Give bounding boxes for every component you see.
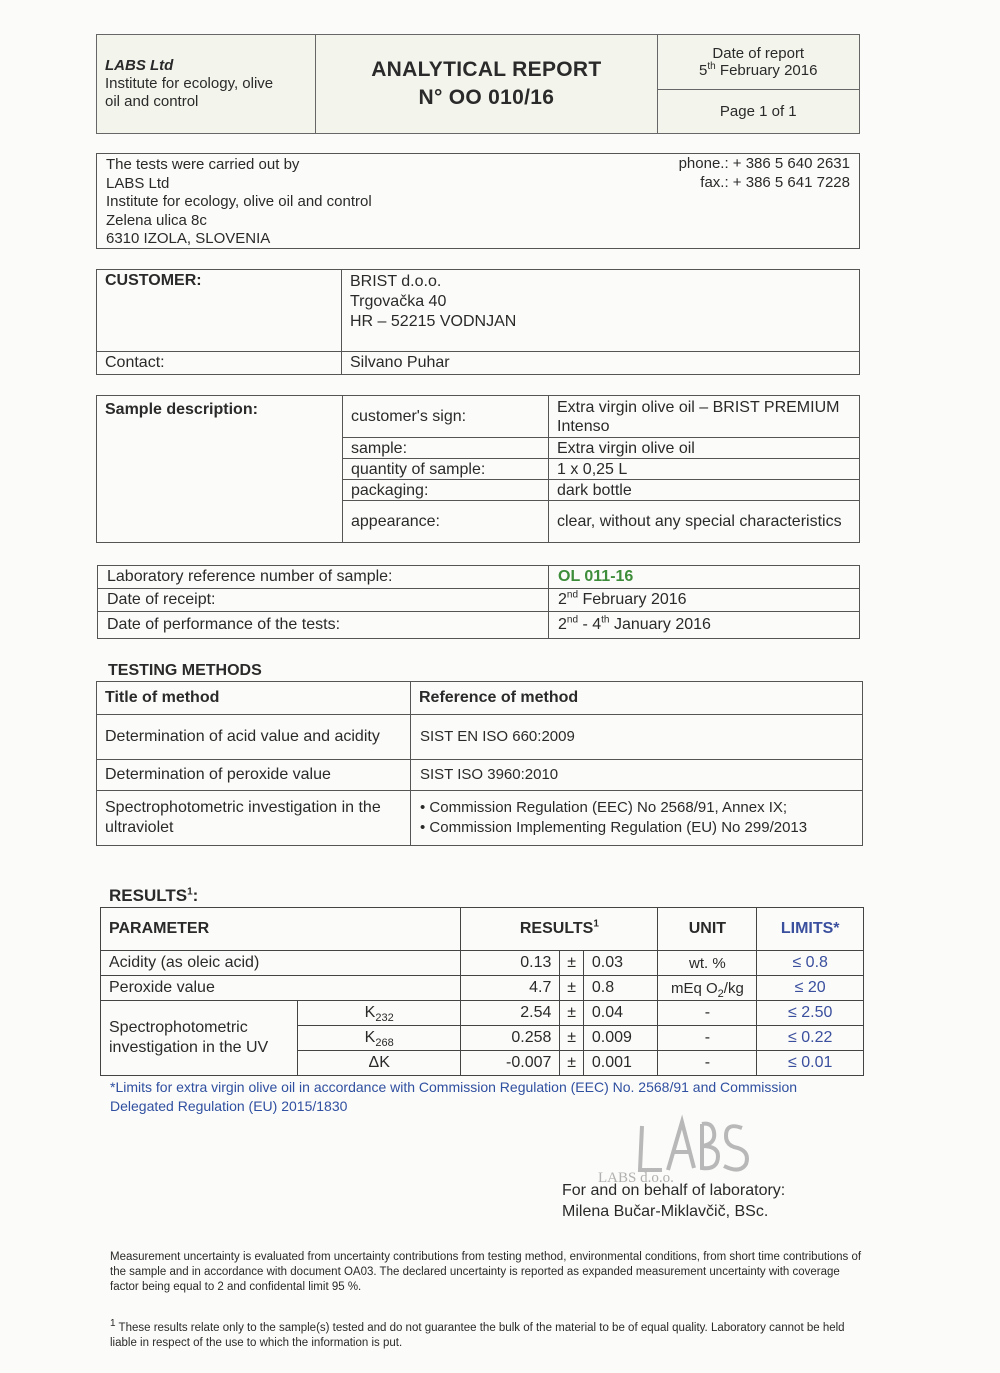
- lab-line-1: The tests were carried out by: [106, 156, 300, 173]
- sample-key: quantity of sample:: [343, 459, 549, 480]
- contact-label: Contact:: [97, 352, 342, 375]
- uv-coefficient: ΔK: [298, 1051, 461, 1076]
- lab-contact: [679, 155, 850, 192]
- result-value: 0.13: [461, 951, 560, 976]
- plus-minus: ±: [560, 1051, 583, 1076]
- receipt-label: Date of receipt:: [98, 589, 549, 612]
- result-limit: ≤ 20: [757, 976, 864, 1001]
- sample-key: appearance:: [343, 501, 549, 543]
- receipt-date: 2nd February 2016: [549, 589, 860, 612]
- uv-coefficient: $K_{268}$: [298, 1026, 461, 1051]
- testing-methods-title: TESTING METHODS: [108, 662, 262, 679]
- result-limit: ≤ 0.01: [757, 1051, 864, 1076]
- col-unit: UNIT: [658, 908, 757, 951]
- method-reference: SIST EN ISO 660:2009: [411, 715, 863, 760]
- plus-minus: ±: [560, 1026, 583, 1051]
- results-title: RESULTS$^1$:: [109, 886, 199, 905]
- date-label: Date of report: [712, 45, 805, 62]
- result-limit: ≤ 0.22: [757, 1026, 864, 1051]
- results-table: [100, 907, 864, 1076]
- result-value: 4.7: [461, 976, 560, 1001]
- result-uncertainty: 0.001: [583, 1051, 658, 1076]
- sample-value: dark bottle: [549, 480, 860, 501]
- method-reference: SIST ISO 3960:2010: [411, 760, 863, 791]
- sample-value: Extra virgin olive oil – BRIST PREMIUM Intenso: [549, 396, 860, 438]
- sample-key: customer's sign:: [343, 396, 549, 438]
- plus-minus: ±: [560, 976, 583, 1001]
- lab-fax: fax.: + 386 5 641 7228: [700, 173, 850, 191]
- company-subtitle-2: oil and control: [105, 93, 199, 110]
- customer-street: Trgovačka 40: [350, 293, 447, 310]
- result-uncertainty: 0.8: [583, 976, 658, 1001]
- ref-label: Laboratory reference number of sample:: [98, 566, 549, 589]
- reference-table: [97, 565, 860, 639]
- result-row: [101, 951, 864, 976]
- limits-note: *Limits for extra virgin olive oil in accordance with Commission Regulation (EEC) No. 2568/91 and Commission Delegated Regulation (EU) 2015/1830: [110, 1079, 798, 1114]
- sample-key: packaging:: [343, 480, 549, 501]
- lab-phone: phone.: + 386 5 640 2631: [678, 155, 850, 172]
- methods-table: [96, 681, 863, 846]
- company-name: LABS Ltd: [105, 57, 174, 74]
- report-header: [96, 34, 860, 134]
- plus-minus: ±: [560, 1001, 583, 1026]
- method-title: Determination of acid value and acidity: [97, 715, 411, 760]
- result-unit: -: [658, 1051, 757, 1076]
- sample-label: Sample description:: [97, 396, 343, 543]
- sample-value: 1 x 0,25 L: [549, 459, 860, 480]
- lab-line-5: 6310 IZOLA, SLOVENIA: [106, 230, 271, 248]
- customer-address: [342, 270, 860, 352]
- sample-value: clear, without any special characteristics: [549, 501, 860, 543]
- col-results: RESULTS$^1$: [461, 908, 658, 951]
- result-param: Peroxide value: [101, 976, 461, 1001]
- result-unit: wt. %: [658, 951, 757, 976]
- method-reference: [411, 791, 863, 846]
- result-value: 0.258: [461, 1026, 560, 1051]
- customer-label: CUSTOMER:: [97, 270, 342, 352]
- company-cell: [97, 35, 316, 134]
- customer-table: [96, 269, 860, 375]
- uv-coefficient: $K_{232}$: [298, 1001, 461, 1026]
- method-title: Spectrophotometric investigation in the ultraviolet: [97, 791, 411, 846]
- report-number: N° OO 010/16: [418, 86, 555, 109]
- page-cell: [657, 90, 859, 134]
- methods-col-title: Title of method: [97, 682, 411, 715]
- report-title: ANALYTICAL REPORT: [371, 58, 602, 81]
- result-uncertainty: 0.009: [583, 1026, 658, 1051]
- col-parameter: PARAMETER: [101, 908, 461, 951]
- date-value: 5th February 2016: [699, 61, 818, 79]
- result-limit: ≤ 2.50: [757, 1001, 864, 1026]
- lab-address: [106, 156, 372, 249]
- sample-key: sample:: [343, 438, 549, 459]
- customer-city: HR – 52215 VODNJAN: [350, 313, 517, 330]
- contact-name: Silvano Puhar: [342, 352, 860, 375]
- methods-col-reference: Reference of method: [411, 682, 863, 715]
- footnote: $^1$ These results relate only to the sample(s) tested and do not guarantee the bulk of the material to be of equal quality. Laboratory cannot be held liable in respect of the use to which the information is put.: [110, 1318, 845, 1349]
- result-limit: ≤ 0.8: [757, 951, 864, 976]
- result-value: -0.007: [461, 1051, 560, 1076]
- result-row: [101, 976, 864, 1001]
- method-reference-line: • Commission Regulation (EEC) No 2568/91, Annex IX;: [420, 799, 788, 816]
- result-unit: -: [658, 1026, 757, 1051]
- result-value: 2.54: [461, 1001, 560, 1026]
- lab-address-box: [96, 153, 860, 249]
- page-indicator: Page 1 of 1: [719, 103, 797, 120]
- result-unit: mEq $O_2/kg$: [658, 976, 757, 1001]
- ref-number: OL 011-16: [549, 566, 860, 589]
- method-title: Determination of peroxide value: [97, 760, 411, 791]
- uncertainty-note: Measurement uncertainty is evaluated from uncertainty contributions from testing method, environmental conditions, from short time contributions of the sample and in accordance with document OA03. The declared uncertainty is reported as expanded measurement uncertainty with coverage factor being equal to 2 and confidental limit 95 %.: [110, 1251, 862, 1293]
- plus-minus: ±: [560, 951, 583, 976]
- signature-block: [562, 1180, 785, 1222]
- result-param: Acidity (as oleic acid): [101, 951, 461, 976]
- svg-text:LABS d.o.o.: LABS d.o.o.: [598, 1170, 674, 1186]
- method-reference-line: • Commission Implementing Regulation (EU) No 299/2013: [420, 819, 808, 836]
- customer-name: BRIST d.o.o.: [350, 273, 442, 290]
- signatory-name: Milena Bučar-Miklavčič, BSc.: [562, 1203, 769, 1220]
- performance-date: 2nd - 4th January 2016: [549, 612, 860, 639]
- lab-line-2: LABS Ltd: [106, 174, 170, 192]
- uv-param: Spectrophotometric investigation in the UV: [101, 1001, 298, 1076]
- result-row: [101, 1001, 864, 1026]
- title-cell: [316, 35, 657, 134]
- result-unit: -: [658, 1001, 757, 1026]
- lab-line-4: Zelena ulica 8c: [106, 211, 207, 229]
- lab-line-3: Institute for ecology, olive oil and control: [106, 193, 372, 211]
- sample-table: [96, 395, 860, 543]
- col-limits: LIMITS*: [757, 908, 864, 951]
- company-subtitle-1: Institute for ecology, olive: [105, 75, 274, 92]
- performance-label: Date of performance of the tests:: [98, 612, 549, 639]
- result-uncertainty: 0.04: [583, 1001, 658, 1026]
- sample-value: Extra virgin olive oil: [549, 438, 860, 459]
- date-cell: [657, 35, 859, 90]
- result-uncertainty: 0.03: [583, 951, 658, 976]
- signature-line-1: For and on behalf of laboratory:: [562, 1182, 786, 1199]
